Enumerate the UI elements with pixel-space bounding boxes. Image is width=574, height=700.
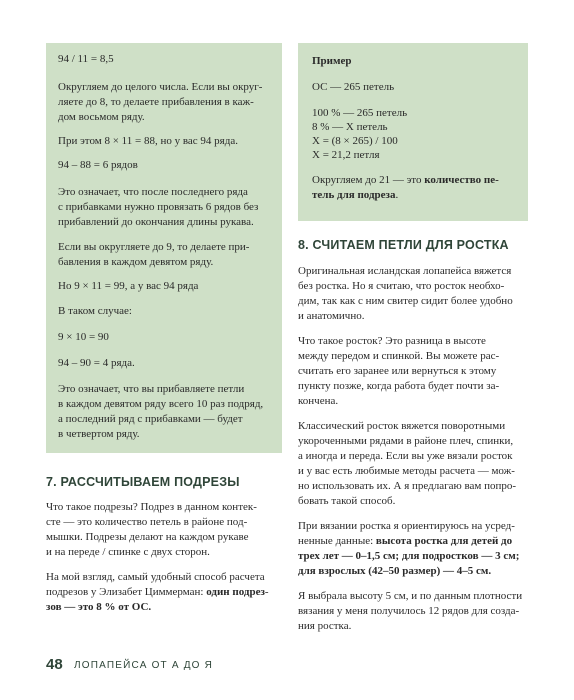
text-line: зов — это 8 % от ОС. bbox=[46, 601, 152, 613]
text-line: сте — это количество петель в районе под- bbox=[46, 516, 248, 528]
text-line: Но 9 × 11 = 99, а у вас 94 ряда bbox=[58, 280, 199, 292]
text-line: ОС — 265 петель bbox=[312, 81, 395, 93]
example-title: Пример bbox=[312, 55, 352, 67]
text-line: Х = (8 × 265) / 100 bbox=[312, 135, 398, 147]
text-line: а последний ряд с прибавками — будет bbox=[58, 413, 243, 425]
text-line: Что такое подрезы? Подрез в данном контек- bbox=[46, 501, 257, 513]
text-line: и у вас есть любимые методы расчета — мож- bbox=[298, 465, 515, 477]
text-line: Округляем до целого числа. Если вы округ- bbox=[58, 81, 263, 93]
section-heading: 8. СЧИТАЕМ ПЕТЛИ ДЛЯ РОСТКА bbox=[298, 238, 509, 252]
text-line: Округляем до 21 — это количество пе- bbox=[312, 174, 499, 186]
text-line: в каждом девятом ряду всего 10 раз подряд, bbox=[58, 398, 264, 410]
text-line: в четвертом ряду. bbox=[58, 428, 140, 440]
text-line: 94 – 90 = 4 ряда. bbox=[58, 357, 135, 369]
running-title: ЛОПАПЕЙСА ОТ А ДО Я bbox=[74, 660, 214, 671]
text-line: 94 / 11 = 8,5 bbox=[58, 53, 114, 65]
text-line: бавления в каждом девятом ряду. bbox=[58, 256, 214, 268]
text-line: бовать такой способ. bbox=[298, 495, 396, 507]
text-line: 94 – 88 = 6 рядов bbox=[58, 159, 138, 171]
text-line: и на переде / спинке с двух сторон. bbox=[46, 546, 210, 558]
text-line: 8 % — Х петель bbox=[312, 121, 388, 133]
text-line: Это означает, что вы прибавляете петли bbox=[58, 383, 245, 395]
page-number: 48 bbox=[46, 656, 63, 673]
text-line: Я выбрала высоту 5 см, и по данным плотности bbox=[298, 590, 523, 602]
text-line: Классический росток вяжется поворотными bbox=[298, 420, 506, 432]
text-line: 9 × 10 = 90 bbox=[58, 331, 109, 343]
text-line: ляете до 8, то делаете прибавления в каж- bbox=[58, 96, 254, 108]
text-line: дим, так как с ним свитер сидит более удобно bbox=[298, 295, 513, 307]
text-line: а иногда и переда. Если вы уже вязали росток bbox=[298, 450, 513, 462]
text-line: считать его заранее или вернуться к этому bbox=[298, 365, 497, 377]
text-line: без ростка. Но я считаю, что росток необхо- bbox=[298, 280, 505, 292]
text-line: но использовать их. А я предлагаю вам попро- bbox=[298, 480, 517, 492]
text-line: тель для подреза. bbox=[312, 189, 399, 201]
section-heading: 7. РАССЧИТЫВАЕМ ПОДРЕЗЫ bbox=[46, 475, 240, 489]
text-line: вязания у меня получилось 12 рядов для созда- bbox=[298, 605, 520, 617]
text-line: кончена. bbox=[298, 395, 339, 407]
text-line: Если вы округляете до 9, то делаете при- bbox=[58, 241, 250, 253]
text-line: При вязании ростка я ориентируюсь на усред- bbox=[298, 520, 515, 532]
text-line: прибавлений до окончания длины рукава. bbox=[58, 216, 254, 228]
text-line: На мой взгляд, самый удобный способ расчета bbox=[46, 571, 265, 583]
text-line: пункту позже, когда работа будет почти за- bbox=[298, 380, 500, 392]
text-line: трех лет — 0–1,5 см; для подростков — 3 см; bbox=[298, 550, 520, 562]
text-line: с прибавками нужно провязать 6 рядов без bbox=[58, 201, 259, 213]
text-line: ненные данные: высота ростка для детей до bbox=[298, 535, 513, 547]
text-line: Оригинальная исландская лопапейса вяжется bbox=[298, 265, 512, 277]
text-line: между передом и спинкой. Вы можете рас- bbox=[298, 350, 500, 362]
text-line: Что такое росток? Это разница в высоте bbox=[298, 335, 486, 347]
text-line: дом восьмом ряду. bbox=[58, 111, 145, 123]
text-line: В таком случае: bbox=[58, 305, 132, 317]
text-line: подрезов у Элизабет Циммерман: один подрез- bbox=[46, 586, 269, 598]
text-line: Х = 21,2 петля bbox=[312, 149, 380, 161]
text-line: укороченными рядами в районе плеч, спинки, bbox=[298, 435, 514, 447]
text-line: и анатомично. bbox=[298, 310, 365, 322]
text-line: При этом 8 × 11 = 88, но у вас 94 ряда. bbox=[58, 135, 238, 147]
text-line: для взрослых (42–50 размер) — 4–5 см. bbox=[298, 565, 492, 577]
text-line: Это означает, что после последнего ряда bbox=[58, 186, 248, 198]
text-line: ния ростка. bbox=[298, 620, 352, 632]
text-line: 100 % — 265 петель bbox=[312, 107, 408, 119]
text-line: мышки. Подрезы делают на каждом рукаве bbox=[46, 531, 249, 543]
